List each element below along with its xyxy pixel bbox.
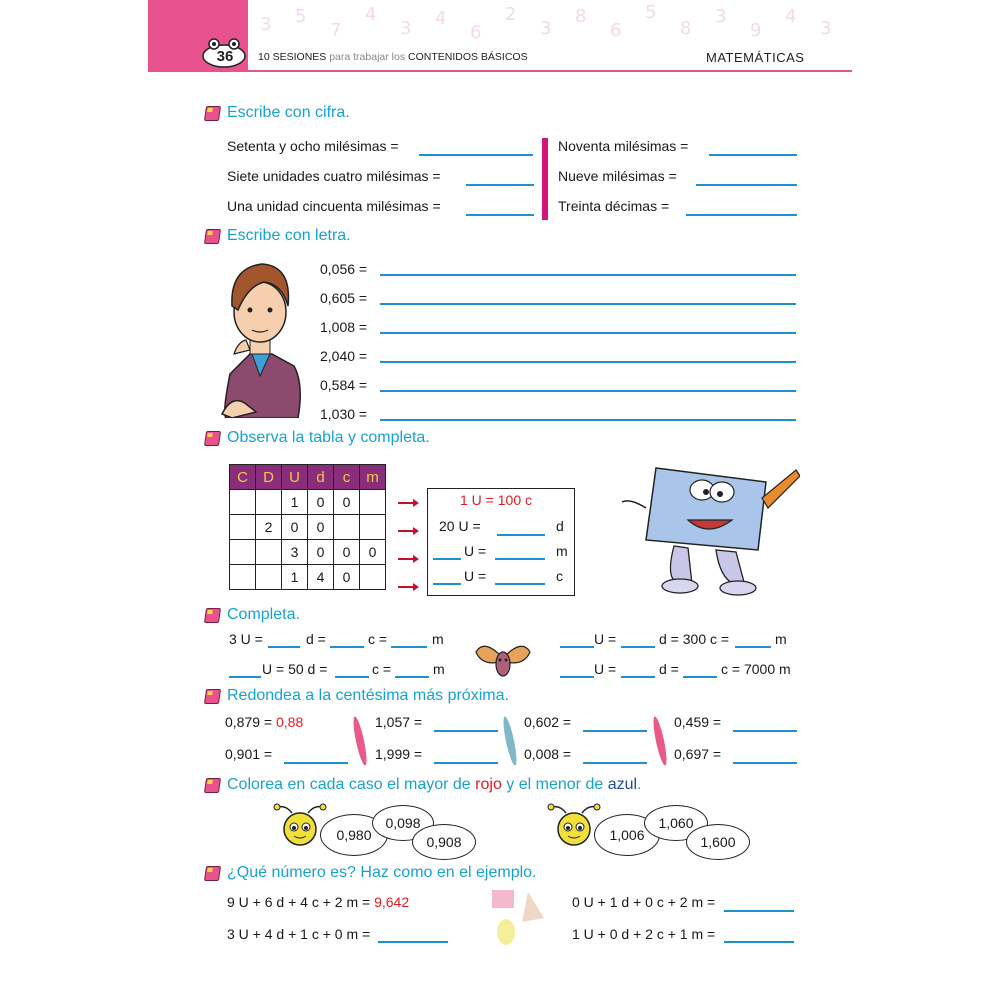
leaf-separator-icon bbox=[501, 716, 519, 767]
svg-text:6: 6 bbox=[470, 22, 482, 43]
conversion-label: c = 7000 m bbox=[721, 661, 791, 677]
number-to-write: 0,605 = bbox=[320, 290, 368, 306]
conversion-label: c = bbox=[368, 631, 388, 647]
table-cell: 0 bbox=[334, 540, 360, 565]
table-row bbox=[230, 515, 386, 540]
section-title: Completa. bbox=[227, 606, 300, 623]
composition-label: 1 U + 0 d + 2 c + 1 m = bbox=[572, 926, 716, 942]
table-cell bbox=[256, 490, 282, 515]
equivalence-label: 20 U = bbox=[439, 518, 481, 534]
number-bubble[interactable]: 1,060 bbox=[644, 805, 708, 841]
exercise-label: Noventa milésimas = bbox=[558, 138, 689, 154]
svg-text:3: 3 bbox=[715, 6, 727, 27]
answer-line[interactable] bbox=[395, 676, 429, 678]
composition-label: 0 U + 1 d + 0 c + 2 m = bbox=[572, 894, 716, 910]
answer-line[interactable] bbox=[497, 534, 545, 536]
svg-text:8: 8 bbox=[575, 6, 587, 27]
exercise-label: Siete unidades cuatro milésimas = bbox=[227, 168, 441, 184]
section-title: ¿Qué número es? Haz como en el ejemplo. bbox=[227, 864, 537, 881]
table-header-cell: c bbox=[334, 465, 360, 490]
answer-line[interactable] bbox=[495, 558, 545, 560]
title-color-blue: azul bbox=[607, 776, 638, 793]
section-bullet-icon bbox=[204, 608, 221, 623]
section-bullet-icon bbox=[204, 866, 221, 881]
rounding-label: 0,459 = bbox=[674, 714, 722, 730]
rounding-label: 1,999 = bbox=[375, 746, 423, 762]
svg-text:4: 4 bbox=[435, 8, 447, 29]
unit-label: m bbox=[432, 631, 444, 647]
conversion-label: U = bbox=[594, 661, 617, 677]
svg-text:8: 8 bbox=[680, 18, 692, 39]
unit-label: m bbox=[775, 631, 787, 647]
arrow-right-icon bbox=[398, 558, 416, 560]
table-header-cell: m bbox=[360, 465, 386, 490]
table-header-cell: d bbox=[308, 465, 334, 490]
svg-text:2: 2 bbox=[505, 4, 517, 25]
rounding-label: 0,879 = bbox=[225, 714, 273, 730]
number-to-write: 2,040 = bbox=[320, 348, 368, 364]
title-part: y el menor de bbox=[506, 776, 604, 793]
answer-line[interactable] bbox=[696, 184, 797, 186]
table-cell: 2 bbox=[256, 515, 282, 540]
exercise-label: Una unidad cincuenta milésimas = bbox=[227, 198, 441, 214]
answer-line[interactable] bbox=[284, 762, 348, 764]
table-cell: 0 bbox=[334, 490, 360, 515]
answer-line[interactable] bbox=[268, 646, 300, 648]
answer-line[interactable] bbox=[380, 303, 796, 305]
exercise-label: Treinta décimas = bbox=[558, 198, 670, 214]
conversion-label: U = 50 d = bbox=[262, 661, 328, 677]
rounding-label: 0,008 = bbox=[524, 746, 572, 762]
table-cell bbox=[360, 490, 386, 515]
subject-title: MATEMÁTICAS bbox=[706, 50, 805, 65]
title-part: . bbox=[637, 776, 642, 793]
conversion-label: d = 300 c = bbox=[659, 631, 730, 647]
svg-text:5: 5 bbox=[295, 6, 307, 27]
rounding-label: 0,602 = bbox=[524, 714, 572, 730]
unit-label: c bbox=[556, 568, 563, 584]
section-bullet-icon bbox=[204, 106, 221, 121]
column-divider bbox=[542, 138, 548, 220]
section-title: Escribe con letra. bbox=[227, 227, 351, 244]
answer-line[interactable] bbox=[433, 558, 461, 560]
composition-answer: 9,642 bbox=[374, 894, 410, 910]
svg-text:3: 3 bbox=[820, 18, 832, 39]
number-to-write: 1,030 = bbox=[320, 406, 368, 422]
title-part: Colorea en cada caso el mayor de bbox=[227, 776, 471, 793]
answer-line[interactable] bbox=[735, 646, 771, 648]
table-cell bbox=[360, 565, 386, 590]
section-bullet-icon bbox=[204, 229, 221, 244]
unit-label: d bbox=[556, 518, 564, 534]
number-to-write: 0,056 = bbox=[320, 261, 368, 277]
composition-label: 3 U + 4 d + 1 c + 0 m = bbox=[227, 926, 371, 942]
table-cell: 0 bbox=[308, 515, 334, 540]
moth-illustration-icon bbox=[472, 640, 534, 680]
table-cell: 0 bbox=[360, 540, 386, 565]
section-bullet-icon bbox=[204, 689, 221, 704]
svg-text:3: 3 bbox=[400, 18, 412, 39]
answer-line[interactable] bbox=[683, 676, 717, 678]
place-value-table bbox=[229, 464, 386, 590]
unit-label: m bbox=[556, 543, 568, 559]
section-title: Observa la tabla y completa. bbox=[227, 429, 430, 446]
thinking-boy-illustration-icon bbox=[212, 254, 308, 418]
table-cell: 0 bbox=[308, 540, 334, 565]
arrow-right-icon bbox=[398, 586, 416, 588]
number-bubble[interactable]: 0,908 bbox=[412, 824, 476, 860]
equivalence-label: U = bbox=[464, 568, 487, 584]
rounding-example bbox=[225, 714, 303, 730]
rounding-label: 0,901 = bbox=[225, 746, 273, 762]
table-cell bbox=[334, 515, 360, 540]
rounding-answer: 0,88 bbox=[276, 714, 304, 730]
table-header-cell: C bbox=[230, 465, 256, 490]
answer-line[interactable] bbox=[733, 730, 797, 732]
number-bubble[interactable]: 1,600 bbox=[686, 824, 750, 860]
table-cell: 3 bbox=[282, 540, 308, 565]
exercise-label: Nueve milésimas = bbox=[558, 168, 677, 184]
answer-line[interactable] bbox=[380, 390, 796, 392]
leaf-separator-icon bbox=[351, 716, 369, 767]
number-to-write: 0,584 = bbox=[320, 377, 368, 393]
answer-line[interactable] bbox=[621, 676, 655, 678]
table-row bbox=[230, 565, 386, 590]
example-equivalence: 1 U = 100 c bbox=[460, 492, 532, 508]
page-number: 36 bbox=[216, 48, 234, 65]
answer-line[interactable] bbox=[733, 762, 797, 764]
answer-line[interactable] bbox=[466, 184, 534, 186]
rounding-label: 0,697 = bbox=[674, 746, 722, 762]
table-cell: 4 bbox=[308, 565, 334, 590]
table-cell: 0 bbox=[334, 565, 360, 590]
answer-line[interactable] bbox=[378, 941, 448, 943]
rounding-label: 1,057 = bbox=[375, 714, 423, 730]
book-title-part: para trabajar los bbox=[329, 51, 406, 63]
title-color-red: rojo bbox=[475, 776, 502, 793]
number-bubble[interactable]: 1,006 bbox=[594, 814, 660, 856]
paper-mascot-illustration-icon bbox=[616, 458, 800, 598]
section-title: Escribe con cifra. bbox=[227, 104, 350, 121]
table-cell: 1 bbox=[282, 565, 308, 590]
answer-line[interactable] bbox=[229, 676, 261, 678]
table-header-cell: U bbox=[282, 465, 308, 490]
table-cell: 1 bbox=[282, 490, 308, 515]
answer-line[interactable] bbox=[380, 274, 796, 276]
answer-line[interactable] bbox=[560, 646, 594, 648]
conversion-label: c = bbox=[372, 661, 392, 677]
number-to-write: 1,008 = bbox=[320, 319, 368, 335]
section-bullet-icon bbox=[204, 431, 221, 446]
answer-line[interactable] bbox=[621, 646, 655, 648]
answer-line[interactable] bbox=[380, 332, 796, 334]
svg-text:3: 3 bbox=[540, 18, 552, 39]
table-cell bbox=[230, 515, 256, 540]
table-row bbox=[230, 540, 386, 565]
conversion-label: 3 U = bbox=[229, 631, 263, 647]
answer-line[interactable] bbox=[433, 583, 461, 585]
header-number-decoration bbox=[250, 0, 850, 48]
number-composition-example bbox=[227, 894, 409, 910]
table-cell bbox=[230, 540, 256, 565]
geometric-shapes-icon bbox=[488, 888, 548, 946]
table-cell bbox=[230, 565, 256, 590]
number-bubble[interactable]: 0,098 bbox=[372, 805, 434, 841]
answer-line[interactable] bbox=[380, 419, 796, 421]
answer-line[interactable] bbox=[466, 214, 534, 216]
exercise-label: Setenta y ocho milésimas = bbox=[227, 138, 399, 154]
conversion-label: d = bbox=[306, 631, 326, 647]
table-cell bbox=[256, 565, 282, 590]
book-title-part: CONTENIDOS BÁSICOS bbox=[408, 51, 528, 63]
section-title bbox=[227, 776, 642, 794]
arrow-right-icon bbox=[398, 530, 416, 532]
answer-line[interactable] bbox=[686, 214, 797, 216]
conversion-label: U = bbox=[594, 631, 617, 647]
number-bubble[interactable]: 0,980 bbox=[320, 814, 388, 856]
answer-line[interactable] bbox=[391, 646, 427, 648]
answer-line[interactable] bbox=[419, 154, 533, 156]
equivalence-label: U = bbox=[464, 543, 487, 559]
answer-line[interactable] bbox=[560, 676, 594, 678]
table-header-cell: D bbox=[256, 465, 282, 490]
section-title: Redondea a la centésima más próxima. bbox=[227, 687, 509, 704]
answer-line[interactable] bbox=[330, 646, 364, 648]
svg-text:3: 3 bbox=[260, 14, 272, 35]
svg-text:6: 6 bbox=[610, 20, 622, 41]
svg-text:4: 4 bbox=[785, 6, 797, 27]
answer-line[interactable] bbox=[380, 361, 796, 363]
answer-line[interactable] bbox=[583, 762, 647, 764]
section-bullet-icon bbox=[204, 778, 221, 793]
answer-line[interactable] bbox=[724, 941, 794, 943]
svg-text:4: 4 bbox=[365, 4, 377, 25]
answer-line[interactable] bbox=[495, 583, 545, 585]
svg-text:9: 9 bbox=[750, 20, 762, 41]
answer-line[interactable] bbox=[434, 730, 498, 732]
table-cell bbox=[256, 540, 282, 565]
svg-text:7: 7 bbox=[330, 20, 342, 41]
answer-line[interactable] bbox=[583, 730, 647, 732]
table-cell: 0 bbox=[282, 515, 308, 540]
answer-line[interactable] bbox=[709, 154, 797, 156]
conversion-label: d = bbox=[659, 661, 679, 677]
unit-label: m bbox=[433, 661, 445, 677]
book-title-part: 10 SESIONES bbox=[258, 51, 327, 63]
leaf-separator-icon bbox=[651, 716, 669, 767]
answer-line[interactable] bbox=[335, 676, 369, 678]
svg-text:5: 5 bbox=[645, 2, 657, 23]
table-row bbox=[230, 490, 386, 515]
answer-line[interactable] bbox=[724, 910, 794, 912]
table-header-row bbox=[230, 465, 386, 490]
table-cell bbox=[230, 490, 256, 515]
arrow-right-icon bbox=[398, 502, 416, 504]
book-title bbox=[258, 51, 528, 63]
header-divider bbox=[148, 70, 852, 72]
answer-line[interactable] bbox=[434, 762, 498, 764]
table-cell bbox=[360, 515, 386, 540]
table-cell: 0 bbox=[308, 490, 334, 515]
composition-label: 9 U + 6 d + 4 c + 2 m = bbox=[227, 894, 371, 910]
